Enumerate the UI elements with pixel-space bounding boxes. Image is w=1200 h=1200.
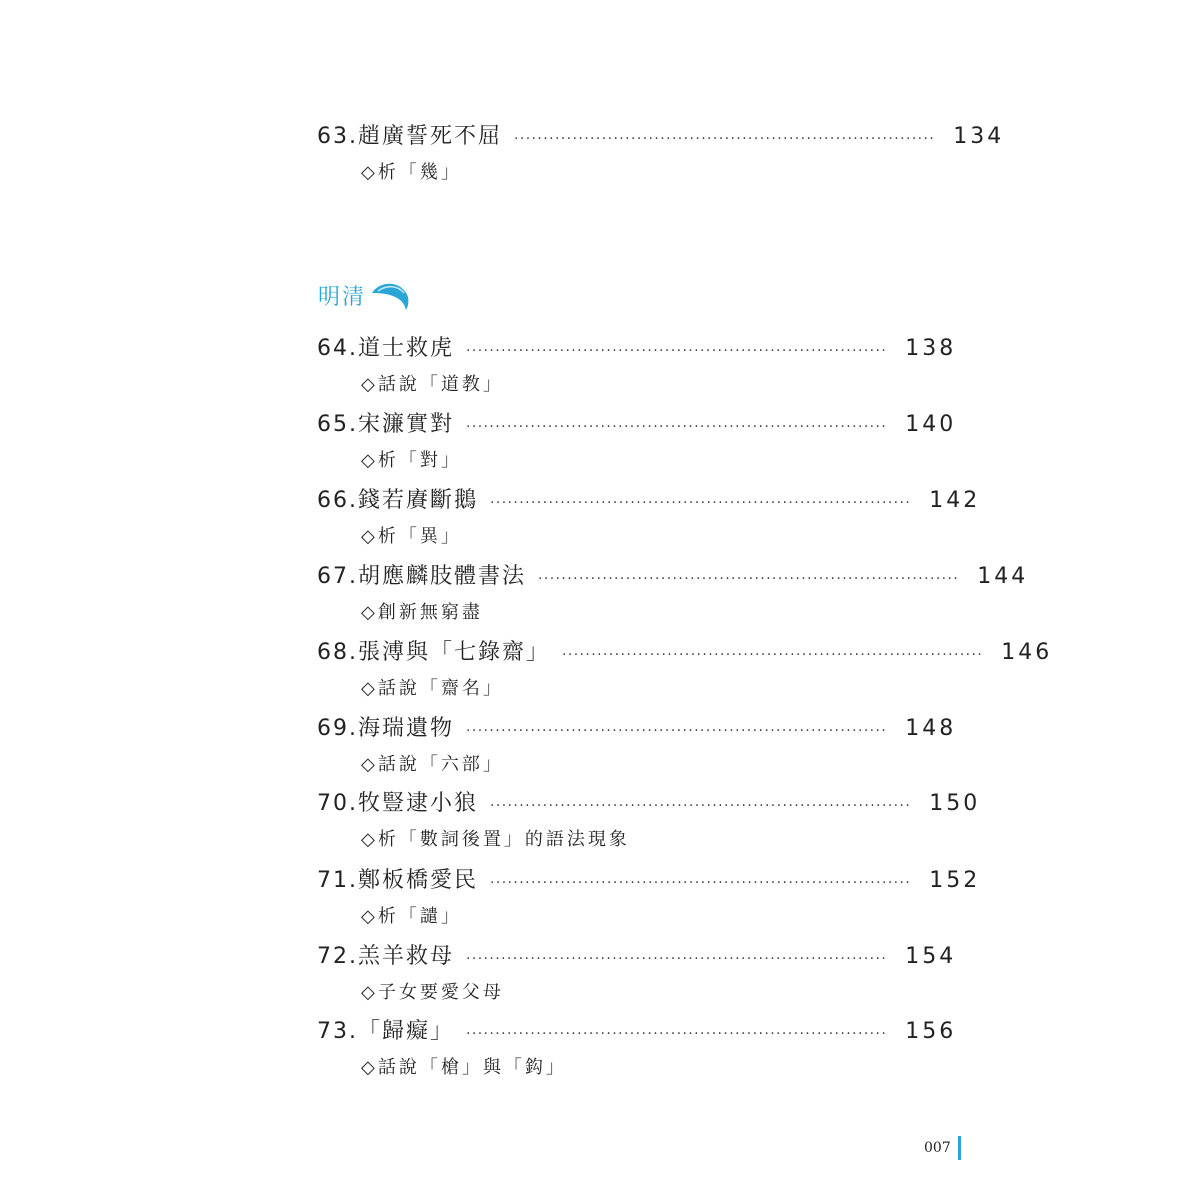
entry-subtopic: ◇析「對」: [361, 450, 462, 471]
section-label: 明清: [318, 284, 367, 310]
entry-subtopic: ◇話說「齋名」: [361, 678, 504, 699]
water-drop-leaf-icon: [370, 279, 412, 311]
toc-entry-71[interactable]: [317, 864, 981, 932]
entry-title: 67.胡應麟肢體書法: [317, 564, 526, 589]
folio-accent-bar: [958, 1136, 961, 1160]
leaf-shape: [372, 284, 408, 310]
toc-entry-69[interactable]: [317, 712, 957, 780]
entry-title: 66.錢若賡斷鵝: [317, 488, 478, 513]
entry-title: 68.張溥與「七錄齋」: [317, 640, 550, 665]
dot-leader: ········································································: [490, 495, 912, 511]
page-number: 152: [929, 868, 981, 893]
entry-subtopic: ◇析「譴」: [361, 906, 462, 927]
page-number: 140: [905, 412, 957, 437]
dot-leader: ········································································: [466, 343, 888, 359]
dot-leader: ········································································: [466, 419, 888, 435]
section-heading: [318, 278, 412, 312]
page-number: 148: [905, 716, 957, 741]
page-number: 142: [929, 488, 981, 513]
page-number: 146: [1001, 640, 1053, 665]
toc-entry-67[interactable]: [317, 560, 1029, 628]
entry-title: 72.羔羊救母: [317, 944, 454, 969]
page-number: 150: [929, 791, 981, 816]
entry-title: 71.鄭板橋愛民: [317, 868, 478, 893]
dot-leader: ········································································: [490, 798, 912, 814]
entry-title: 63.趙廣誓死不屈: [317, 124, 502, 149]
entry-subtopic: ◇析「數詞後置」的語法現象: [361, 829, 630, 850]
page-number: 154: [905, 944, 957, 969]
entry-title: 69.海瑞遺物: [317, 716, 454, 741]
toc-entry-63[interactable]: [317, 120, 1005, 188]
entry-subtopic: ◇話說「道教」: [361, 374, 504, 395]
dot-leader: ········································································: [466, 1026, 888, 1042]
entry-title: 65.宋濂實對: [317, 412, 454, 437]
page-number: 138: [905, 336, 957, 361]
folio-page-number: 007: [924, 1140, 951, 1156]
entry-subtopic: ◇析「異」: [361, 526, 462, 547]
page-number: 144: [977, 564, 1029, 589]
entry-title: 70.牧豎逮小狼: [317, 791, 478, 816]
toc-entry-72[interactable]: [317, 940, 957, 1008]
entry-title: 73.「歸癡」: [317, 1019, 454, 1044]
entry-subtopic: ◇析「幾」: [361, 162, 462, 183]
toc-entry-68[interactable]: [317, 636, 1053, 704]
toc-entry-64[interactable]: [317, 332, 957, 400]
dot-leader: ········································································: [562, 647, 984, 663]
dot-leader: ········································································: [538, 571, 960, 587]
dot-leader: ········································································: [514, 131, 936, 147]
page-number: 156: [905, 1019, 957, 1044]
entry-subtopic: ◇創新無窮盡: [361, 602, 483, 623]
toc-entry-73[interactable]: [317, 1015, 957, 1083]
toc-entry-66[interactable]: [317, 484, 981, 552]
entry-subtopic: ◇話說「六部」: [361, 754, 504, 775]
entry-title: 64.道士救虎: [317, 336, 454, 361]
entry-subtopic: ◇子女要愛父母: [361, 982, 504, 1003]
dot-leader: ········································································: [466, 723, 888, 739]
entry-subtopic: ◇話說「槍」與「鈎」: [361, 1057, 567, 1078]
dot-leader: ········································································: [490, 875, 912, 891]
page-number: 134: [953, 124, 1005, 149]
dot-leader: ········································································: [466, 951, 888, 967]
toc-entry-65[interactable]: [317, 408, 957, 476]
toc-entry-70[interactable]: [317, 787, 981, 855]
